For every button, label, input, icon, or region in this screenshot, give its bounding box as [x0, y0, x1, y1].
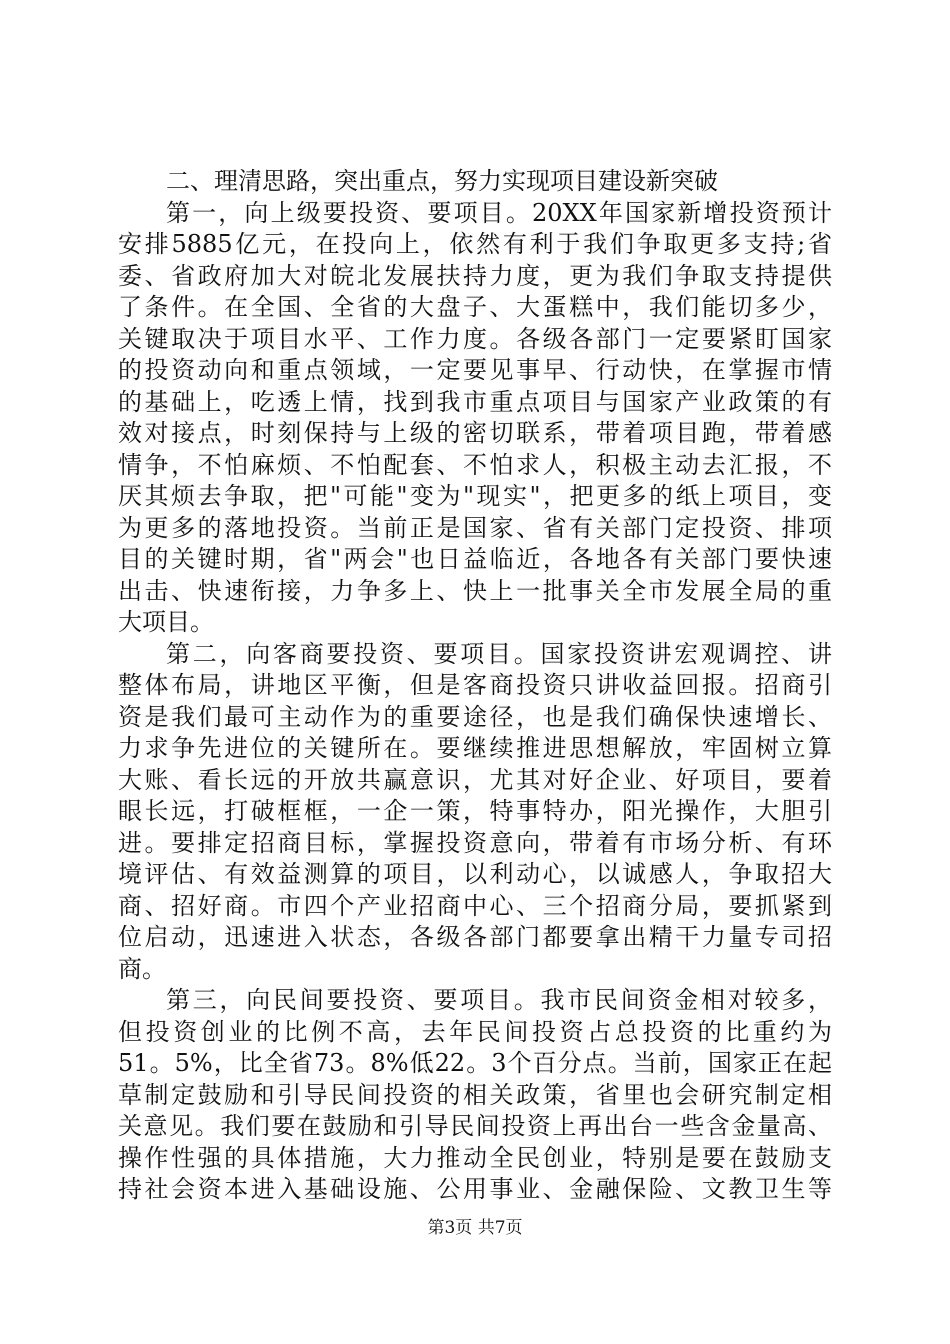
- paragraph-container: [118, 198, 832, 1206]
- text-line: 第一，向上级要投资、要项目。20XX年国家新增投资预计: [166, 198, 832, 227]
- text-line: 大账、看长远的开放共赢意识，尤其对好企业、好项目，要着: [118, 765, 832, 794]
- text-line: 为更多的落地投资。当前正是国家、省有关部门定投资、排项: [118, 513, 832, 542]
- text-line: 情争，不怕麻烦、不怕配套、不怕求人，积极主动去汇报，不: [118, 450, 832, 479]
- text-line: 进。要排定招商目标，掌握投资意向，带着有市场分析、有环: [118, 828, 832, 857]
- text-line: 的基础上，吃透上情，找到我市重点项目与国家产业政策的有: [118, 387, 832, 416]
- text-line: 第二，向客商要投资、要项目。国家投资讲宏观调控、讲: [166, 639, 832, 668]
- text-line: 效对接点，时刻保持与上级的密切联系，带着项目跑，带着感: [118, 419, 832, 447]
- paragraph: [118, 198, 832, 639]
- text-line: 委、省政府加大对皖北发展扶持力度，更为我们争取支持提供: [118, 261, 832, 290]
- paragraph: [118, 985, 832, 1206]
- text-line: 出击、快速衔接，力争多上、快上一批事关全市发展全局的重: [118, 576, 832, 605]
- text-line: 操作性强的具体措施，大力推动全民创业，特别是要在鼓励支: [118, 1143, 832, 1172]
- text-line: 草制定鼓励和引导民间投资的相关政策，省里也会研究制定相: [118, 1080, 832, 1109]
- text-line: 位启动，迅速进入状态，各级各部门都要拿出精干力量专司招: [118, 923, 832, 951]
- text-line: 第三，向民间要投资、要项目。我市民间资金相对较多，: [166, 986, 832, 1014]
- paragraph: [118, 639, 832, 986]
- text-line: 眼长远，打破框框，一企一策，特事特办，阳光操作，大胆引: [118, 797, 832, 825]
- text-line: 但投资创业的比例不高，去年民间投资占总投资的比重约为: [118, 1017, 832, 1046]
- text-line: 目的关键时期，省"两会"也日益临近，各地各有关部门要快速: [118, 545, 832, 573]
- text-line: 整体布局，讲地区平衡，但是客商投资只讲收益回报。招商引: [118, 671, 832, 699]
- text-line: 资是我们最可主动作为的重要途径，也是我们确保快速增长、: [118, 702, 832, 731]
- text-line: 力求争先进位的关键所在。要继续推进思想解放，牢固树立算: [118, 734, 832, 762]
- page-footer: 第3页 共7页: [427, 1218, 523, 1238]
- text-line: 商。: [118, 954, 166, 983]
- text-line: 了条件。在全国、全省的大盘子、大蛋糕中，我们能切多少，: [118, 293, 832, 321]
- document-body: [118, 166, 832, 1206]
- text-line: 持社会资本进入基础设施、公用事业、金融保险、文教卫生等: [118, 1175, 832, 1203]
- section-heading: 二、理清思路，突出重点，努力实现项目建设新突破: [166, 167, 718, 195]
- text-line: 关意见。我们要在鼓励和引导民间投资上再出台一些含金量高、: [118, 1112, 832, 1140]
- text-line: 关键取决于项目水平、工作力度。各级各部门一定要紧盯国家: [118, 324, 832, 353]
- text-line: 51。5%，比全省73。8%低22。3个百分点。当前，国家正在起: [118, 1049, 832, 1077]
- text-line: 安排5885亿元，在投向上，依然有利于我们争取更多支持;省: [118, 230, 832, 258]
- text-line: 商、招好商。市四个产业招商中心、三个招商分局，要抓紧到: [118, 891, 832, 920]
- text-line: 大项目。: [118, 608, 214, 636]
- text-line: 的投资动向和重点领域，一定要见事早、行动快，在掌握市情: [118, 356, 832, 384]
- text-line: 境评估、有效益测算的项目，以利动心，以诚感人，争取招大: [118, 860, 832, 888]
- text-line: 厌其烦去争取，把"可能"变为"现实"，把更多的纸上项目，变: [118, 482, 832, 510]
